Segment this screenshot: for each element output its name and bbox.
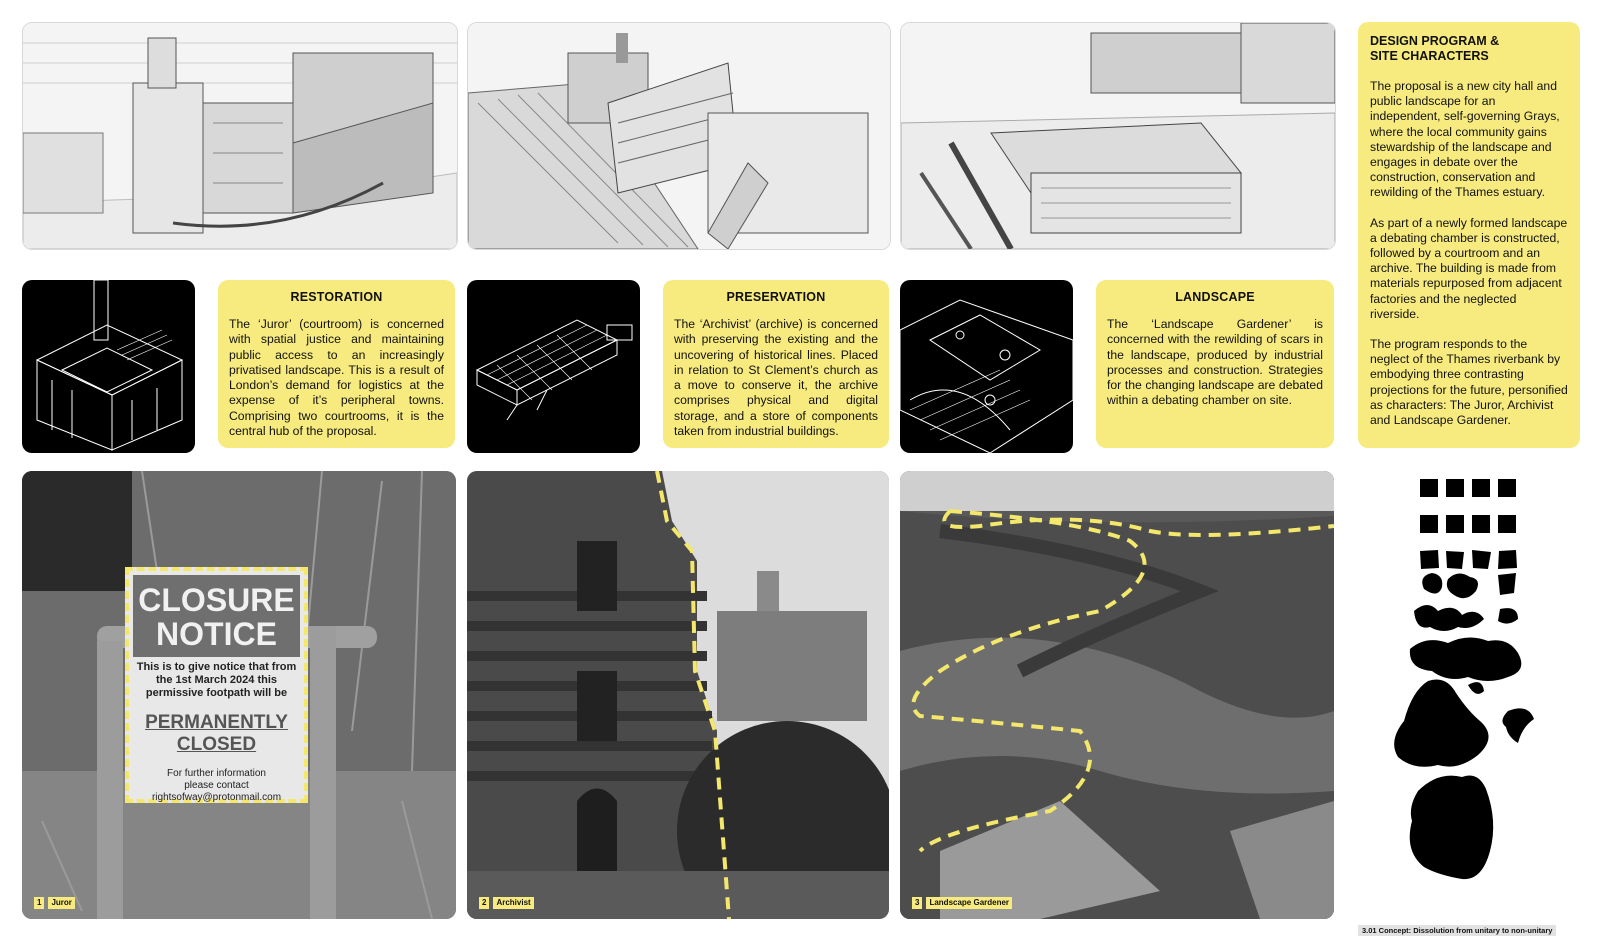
concept-caption: 3.01 Concept: Dissolution from unitary to non-unitary <box>1358 925 1556 936</box>
photo-tag-number: 1 <box>34 897 44 909</box>
photo-tag-archivist <box>479 897 534 909</box>
card-restoration-text: The ‘Juror’ (courtroom) is concerned with spatial justice and maintaining public access to an increasingly privatised landscape. This is a result of London’s demand for logistics at the expense of it’s peripheral towns. Comprising two courtrooms, it is the central hub of the proposal. <box>229 317 444 439</box>
photo-landscape-gardener <box>900 471 1334 919</box>
closure-notice-sign <box>125 567 308 803</box>
church-photo-image <box>467 471 889 919</box>
archive-render-image <box>468 23 890 249</box>
debating-chamber-render-image <box>901 23 1335 249</box>
program-title: DESIGN PROGRAM & SITE CHARACTERS <box>1370 34 1500 63</box>
program-paragraph-3: The program responds to the neglect of the Thames riverbank by embodying three contrasting projections for the future, personified as characters: The Juror, Archivist and Landscape Gardener. <box>1370 337 1568 428</box>
photo-tag-label: Juror <box>48 897 74 909</box>
notice-contact-info: For further information please contact rightsofway@protonmail.com <box>151 768 282 803</box>
photo-archivist <box>467 471 889 919</box>
archive-axonometric-drawing <box>467 280 640 453</box>
program-paragraph-1: The proposal is a new city hall and public landscape for an independent, self-governing Grays, where the local community gains stewardship of the landscape and engages in debate over the construction, conservation and rewilding of the Thames estuary. <box>1370 79 1560 200</box>
axo-landscape <box>900 280 1073 453</box>
axo-archive <box>467 280 640 453</box>
card-preservation-title: PRESERVATION <box>726 290 826 304</box>
program-paragraph-2: As part of a newly formed landscape a debating chamber is constructed, followed by a courtroom and an archive. The building is made from materials repurposed from adjacent factories and the neglected riverside. <box>1370 215 1568 321</box>
card-landscape-title: LANDSCAPE <box>1175 290 1255 304</box>
card-landscape <box>1096 280 1334 448</box>
mudflat-photo-image <box>900 471 1334 919</box>
dissolution-concept-diagram <box>1358 471 1580 921</box>
card-preservation-text: The ‘Archivist’ (archive) is concerned with preserving the existing and the uncovering of historical lines. Placed in relation to St Clement’s church as a move to conserve it, the archive comprises physical and digital storage, and a store of components taken from industrial buildings. <box>674 317 878 439</box>
landscape-axonometric-drawing <box>900 280 1073 453</box>
photo-tag-number: 3 <box>912 897 922 909</box>
courtroom-axonometric-drawing <box>22 280 195 453</box>
photo-tag-landscape-gardener <box>912 897 1012 909</box>
courtroom-render-image <box>23 23 457 249</box>
axo-courtroom <box>22 280 195 453</box>
photo-tag-juror <box>34 897 75 909</box>
render-landscape <box>900 22 1336 250</box>
notice-heading: CLOSURE NOTICE <box>133 575 300 657</box>
notice-permanently-closed: PERMANENTLY CLOSED <box>145 712 288 755</box>
render-juror <box>22 22 458 250</box>
photo-tag-number: 2 <box>479 897 489 909</box>
card-landscape-text: The ‘Landscape Gardener’ is concerned with the rewilding of scars in the landscape, produced by industrial processes and construction. Strategies for the changing landscape are debated within a debating chamber on site. <box>1107 317 1323 408</box>
card-restoration-title: RESTORATION <box>290 290 383 304</box>
photo-juror <box>22 471 456 919</box>
card-preservation <box>663 280 889 448</box>
card-restoration <box>218 280 455 448</box>
render-archivist <box>467 22 891 250</box>
photo-tag-label: Archivist <box>493 897 533 909</box>
design-program-card <box>1358 22 1580 448</box>
notice-body: This is to give notice that from the 1st March 2024 this permissive footpath will be <box>136 661 297 699</box>
photo-tag-label: Landscape Gardener <box>926 897 1012 909</box>
